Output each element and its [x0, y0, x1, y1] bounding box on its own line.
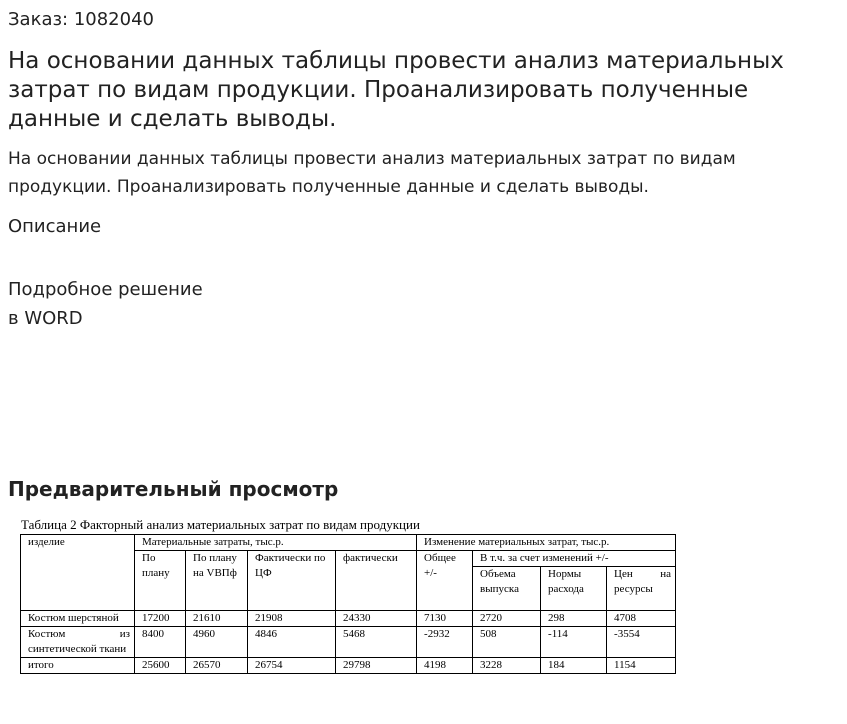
header-prices-word: на: [660, 568, 672, 580]
row-name: Костюм шерстяной: [21, 611, 135, 627]
cell: 5468: [336, 627, 417, 658]
header-cost-change: Изменение материальных затрат, тыс.р.: [417, 535, 676, 551]
header-plan-vbp: По плану на VBПф: [186, 551, 248, 611]
row-name-word: из: [119, 628, 130, 640]
document-preview: [20, 517, 680, 674]
cell: -114: [541, 627, 607, 658]
cell: 4960: [186, 627, 248, 658]
table-row: [21, 627, 676, 658]
header-plan: По плану: [135, 551, 186, 611]
cell: 25600: [135, 658, 186, 674]
cell: 4198: [417, 658, 473, 674]
header-material-costs: Материальные затраты, тыс.р.: [135, 535, 417, 551]
cell: 508: [473, 627, 541, 658]
header-norms: Нормы расхода: [541, 567, 607, 611]
page-heading: На основании данных таблицы провести анализ материальных затрат по видам продукции. Проанализировать полученные данные и сделать выводы.: [8, 48, 784, 132]
table-caption: Таблица 2 Факторный анализ материальных затрат по видам продукции: [21, 517, 420, 532]
description-label: Описание: [8, 216, 102, 237]
cell: 4846: [248, 627, 336, 658]
header-total-change: Общее +/-: [417, 551, 473, 611]
cell: 17200: [135, 611, 186, 627]
header-prices-word: Цен: [614, 568, 633, 580]
cell: 26570: [186, 658, 248, 674]
row-name: [21, 627, 135, 658]
header-fact: фактически: [336, 551, 417, 611]
cell: 26754: [248, 658, 336, 674]
table-row: [21, 611, 676, 627]
cell: 184: [541, 658, 607, 674]
solution-format: в WORD: [8, 308, 83, 329]
cell: 3228: [473, 658, 541, 674]
header-item: изделие: [21, 535, 135, 611]
header-volume: Объема выпуска: [473, 567, 541, 611]
factor-analysis-table: [20, 534, 676, 674]
cell: 21908: [248, 611, 336, 627]
cell: 4708: [607, 611, 676, 627]
cell: 1154: [607, 658, 676, 674]
preview-title: Предварительный просмотр: [8, 477, 339, 501]
cell: 24330: [336, 611, 417, 627]
cell: 29798: [336, 658, 417, 674]
header-prices: [607, 567, 676, 611]
header-including: В т.ч. за счет изменений +/-: [473, 551, 676, 567]
table-header-row: [21, 535, 676, 551]
cell: 21610: [186, 611, 248, 627]
row-name-word: синтетической ткани: [28, 643, 127, 655]
cell: 298: [541, 611, 607, 627]
header-prices-word: ресурсы: [614, 583, 653, 595]
cell: -2932: [417, 627, 473, 658]
cell: 2720: [473, 611, 541, 627]
row-name-word: Костюм: [28, 628, 66, 640]
row-name: итого: [21, 658, 135, 674]
header-fact-cf: Фактически по ЦФ: [248, 551, 336, 611]
order-number: Заказ: 1082040: [8, 9, 154, 30]
task-description: На основании данных таблицы провести анализ материальных затрат по видам продукции. Проанализировать полученные данные и сделать выводы.: [8, 149, 736, 197]
cell: 8400: [135, 627, 186, 658]
cell: -3554: [607, 627, 676, 658]
solution-label: Подробное решение: [8, 279, 203, 300]
table-row: [21, 658, 676, 674]
cell: 7130: [417, 611, 473, 627]
